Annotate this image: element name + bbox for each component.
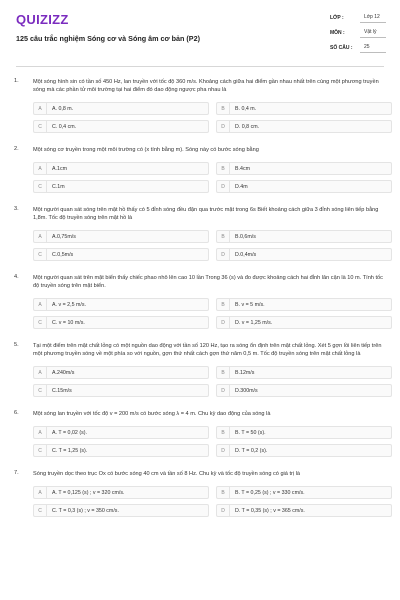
question-text: Một sóng hình sin có tần số 450 Hz, lan truyền với tốc độ 360 m/s. Khoảng cách giữa hai điểm gần nhau nhất trên cùng một phương truyền sóng mà các phần tử môi trường tại hai điểm đó dao động ngược pha nhau là bbox=[33, 79, 379, 93]
answer-option[interactable] bbox=[33, 366, 209, 379]
option-letter: D bbox=[217, 445, 230, 456]
option-letter: D bbox=[217, 505, 230, 516]
answer-option[interactable] bbox=[33, 180, 209, 193]
meta-label: LỚP : bbox=[330, 14, 344, 21]
question-text: Sóng truyền dọc theo trục Ox có bước sóng 40 cm và tần số 8 Hz. Chu kỳ và tốc độ truyền sóng có giá trị là bbox=[33, 471, 301, 477]
option-letter: D bbox=[217, 249, 230, 260]
option-text: B.4cm bbox=[235, 165, 251, 172]
option-text: A.240m/s bbox=[52, 369, 75, 376]
worksheet-header bbox=[0, 0, 400, 64]
option-letter: D bbox=[217, 317, 230, 328]
question-item bbox=[0, 146, 400, 193]
question-number: 3. bbox=[14, 206, 19, 212]
quizizz-logo: QUIZIZZ bbox=[16, 12, 69, 27]
answer-option[interactable] bbox=[216, 162, 392, 175]
option-text: C. 0,4 cm. bbox=[52, 123, 77, 130]
answer-option[interactable] bbox=[216, 366, 392, 379]
question-number: 6. bbox=[14, 410, 19, 416]
answer-option[interactable] bbox=[216, 120, 392, 133]
option-text: B.12m/s bbox=[235, 369, 255, 376]
option-letter: A bbox=[34, 427, 47, 438]
option-letter: B bbox=[217, 163, 230, 174]
answer-option[interactable] bbox=[33, 384, 209, 397]
option-letter: B bbox=[217, 299, 230, 310]
worksheet-meta bbox=[330, 12, 386, 57]
question-number: 1. bbox=[14, 78, 19, 84]
meta-value: Vật lý bbox=[360, 27, 386, 38]
option-letter: C bbox=[34, 445, 47, 456]
option-letter: D bbox=[217, 121, 230, 132]
question-text: Tại một điểm trên mặt chất lỏng có một nguồn dao động với tần số 120 Hz, tạo ra sóng ổn định trên mặt chất lỏng. Xét 5 gợn lồi liên tiếp trên một phương truyền sóng về một phía so với nguồn, gợn thứ nhất cách gợn thứ năm 0,5 m. Tốc độ truyền sóng trên mặt chất lỏng là bbox=[33, 343, 382, 357]
question-item bbox=[0, 206, 400, 261]
answer-option[interactable] bbox=[216, 248, 392, 261]
question-text: Một sóng lan truyền với tốc độ v = 200 m/s có bước sóng λ = 4 m. Chu kỳ dao động của sóng là bbox=[33, 411, 271, 417]
meta-row-question-count bbox=[330, 42, 386, 53]
answer-option[interactable] bbox=[33, 230, 209, 243]
option-text: D.0,4m/s bbox=[235, 251, 257, 258]
header-divider bbox=[16, 66, 384, 67]
question-number: 5. bbox=[14, 342, 19, 348]
option-letter: A bbox=[34, 299, 47, 310]
option-letter: B bbox=[217, 367, 230, 378]
question-item bbox=[0, 410, 400, 457]
answer-option[interactable] bbox=[33, 316, 209, 329]
answer-options bbox=[33, 102, 384, 133]
option-letter: C bbox=[34, 121, 47, 132]
option-letter: B bbox=[217, 103, 230, 114]
answer-option[interactable] bbox=[33, 486, 209, 499]
option-letter: C bbox=[34, 317, 47, 328]
option-letter: B bbox=[217, 231, 230, 242]
answer-option[interactable] bbox=[216, 426, 392, 439]
meta-label: MÔN : bbox=[330, 29, 345, 36]
option-text: A.0,75m/s bbox=[52, 233, 76, 240]
answer-option[interactable] bbox=[33, 298, 209, 311]
question-number: 4. bbox=[14, 274, 19, 280]
option-text: A. 0,8 m. bbox=[52, 105, 74, 112]
answer-options bbox=[33, 486, 384, 517]
question-item bbox=[0, 470, 400, 517]
option-text: C. T = 0,3 (s) ; v = 350 cm/s. bbox=[52, 507, 119, 514]
answer-option[interactable] bbox=[33, 504, 209, 517]
answer-option[interactable] bbox=[216, 316, 392, 329]
meta-value: 25 bbox=[360, 42, 386, 53]
option-letter: A bbox=[34, 487, 47, 498]
question-number: 7. bbox=[14, 470, 19, 476]
option-text: C.0,5m/s bbox=[52, 251, 74, 258]
option-text: D. 0,8 cm. bbox=[235, 123, 260, 130]
option-letter: C bbox=[34, 249, 47, 260]
answer-option[interactable] bbox=[216, 504, 392, 517]
option-text: C. v = 10 m/s. bbox=[52, 319, 85, 326]
option-text: A.1cm bbox=[52, 165, 68, 172]
option-letter: B bbox=[217, 487, 230, 498]
option-letter: A bbox=[34, 367, 47, 378]
option-text: A. T = 0,125 (s) ; v = 320 cm/s. bbox=[52, 489, 125, 496]
answer-option[interactable] bbox=[33, 120, 209, 133]
question-item bbox=[0, 78, 400, 133]
option-text: A. T = 0,02 (s). bbox=[52, 429, 87, 436]
option-text: D. T = 0,2 (s). bbox=[235, 447, 268, 454]
answer-option[interactable] bbox=[33, 426, 209, 439]
option-text: B. T = 50 (s). bbox=[235, 429, 266, 436]
question-list bbox=[0, 78, 400, 530]
answer-option[interactable] bbox=[216, 486, 392, 499]
question-text: Một người quan sát sóng trên mặt hồ thấy có 5 đỉnh sóng đều đặn qua trước mặt trong 6s Biết khoảng cách giữa 3 đỉnh sóng liên tiếp bằng 1,8m. Tốc độ truyền sóng trên mặt hồ là bbox=[33, 207, 379, 221]
answer-options bbox=[33, 366, 384, 397]
worksheet-title: 125 câu trắc nghiệm Sóng cơ và Sóng âm cơ bản (P2) bbox=[16, 34, 200, 43]
option-text: C.1m bbox=[52, 183, 65, 190]
answer-option[interactable] bbox=[33, 162, 209, 175]
answer-option[interactable] bbox=[33, 444, 209, 457]
option-text: B. T = 0,25 (s) ; v = 330 cm/s. bbox=[235, 489, 305, 496]
option-text: B. v = 5 m/s. bbox=[235, 301, 265, 308]
answer-option[interactable] bbox=[33, 102, 209, 115]
option-letter: C bbox=[34, 181, 47, 192]
meta-row-class bbox=[330, 12, 386, 23]
meta-label: SỐ CÂU : bbox=[330, 44, 353, 51]
answer-option[interactable] bbox=[216, 298, 392, 311]
option-text: C.15m/s bbox=[52, 387, 72, 394]
answer-options bbox=[33, 162, 384, 193]
option-letter: D bbox=[217, 181, 230, 192]
option-letter: A bbox=[34, 163, 47, 174]
question-number: 2. bbox=[14, 146, 19, 152]
answer-option[interactable] bbox=[33, 248, 209, 261]
answer-option[interactable] bbox=[216, 384, 392, 397]
option-text: A. v = 2,5 m/s. bbox=[52, 301, 87, 308]
answer-option[interactable] bbox=[216, 180, 392, 193]
answer-options bbox=[33, 426, 384, 457]
option-letter: C bbox=[34, 505, 47, 516]
option-letter: A bbox=[34, 231, 47, 242]
question-item bbox=[0, 274, 400, 329]
answer-option[interactable] bbox=[216, 102, 392, 115]
option-text: D. v = 1,25 m/s. bbox=[235, 319, 273, 326]
meta-row-subject bbox=[330, 27, 386, 38]
option-text: D.4m bbox=[235, 183, 248, 190]
option-letter: A bbox=[34, 103, 47, 114]
option-text: D. T = 0,35 (s) ; v = 365 cm/s. bbox=[235, 507, 305, 514]
meta-value: Lớp 12 bbox=[360, 12, 386, 23]
option-text: B.0,6m/s bbox=[235, 233, 256, 240]
question-text: Một sóng cơ truyền trong một môi trường có (x tính bằng m). Sóng này có bước sóng bằng bbox=[33, 147, 259, 153]
option-letter: B bbox=[217, 427, 230, 438]
answer-options bbox=[33, 298, 384, 329]
answer-option[interactable] bbox=[216, 444, 392, 457]
answer-options bbox=[33, 230, 384, 261]
option-letter: D bbox=[217, 385, 230, 396]
question-text: Một người quan sát trên mặt biển thấy chiếc phao nhô lên cao 10 lần Trong 36 (s) và đo được khoảng cách hai đỉnh lân cận là 10 m. Tính tốc độ truyền sóng trên mặt biển. bbox=[33, 275, 383, 289]
option-text: C. T = 1,25 (s). bbox=[52, 447, 88, 454]
option-text: D.300m/s bbox=[235, 387, 258, 394]
option-letter: C bbox=[34, 385, 47, 396]
answer-option[interactable] bbox=[216, 230, 392, 243]
question-item bbox=[0, 342, 400, 397]
option-text: B. 0,4 m. bbox=[235, 105, 257, 112]
